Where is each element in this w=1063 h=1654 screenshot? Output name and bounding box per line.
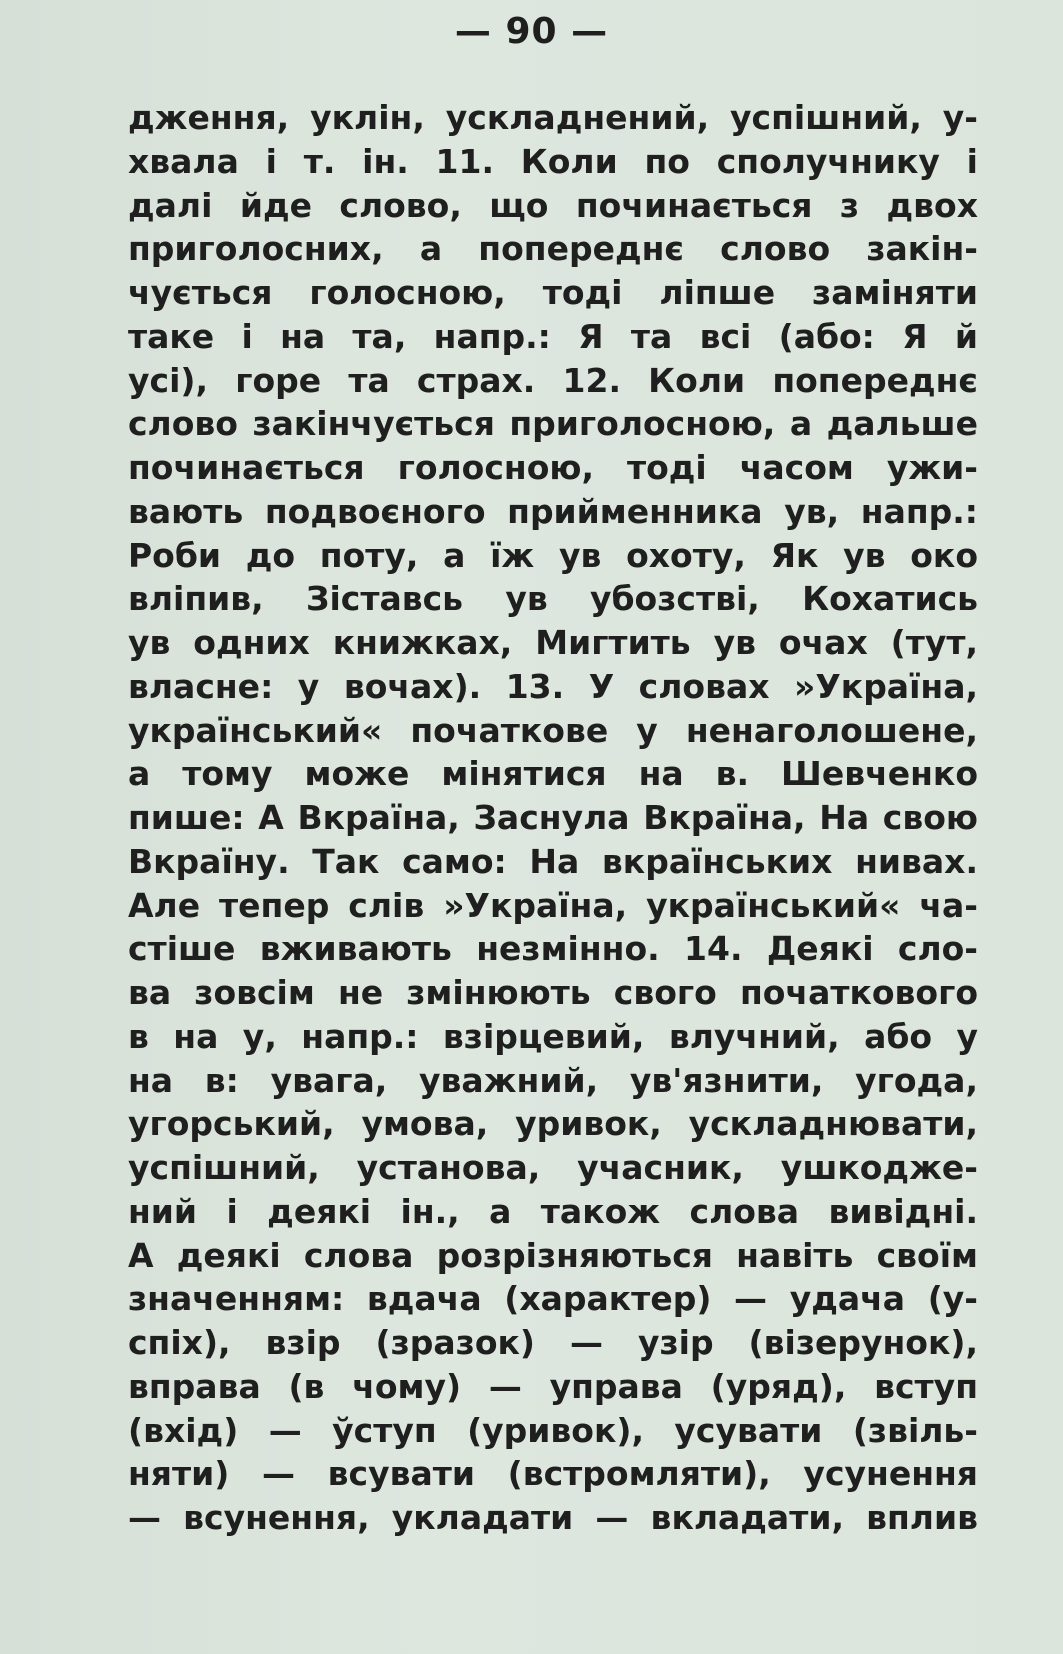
text-line: ва зовсім не змінюють свого початкового <box>128 973 978 1012</box>
text-line: значенням: вдача (характер) — удача (у- <box>128 1279 978 1319</box>
page-number: — 90 — <box>454 11 609 52</box>
text-line: пише: А Вкраїна, Заснула Вкраїна, На свою <box>128 798 978 837</box>
text-line: ув одних книжках, Мигтить ув очах (тут, <box>128 623 978 662</box>
text-line: спіх), взір (зразок) — узір (візерунок), <box>128 1323 978 1362</box>
text-line: а тому може мінятися на в. Шевченко <box>128 754 978 794</box>
text-line: слово закінчується приголосною, а дальше <box>128 404 978 444</box>
text-line: ний і деякі ін., а також слова вивідні. <box>128 1191 978 1231</box>
text-line: український« початкове у ненаголошене, <box>128 710 978 750</box>
text-line: — всунення, укладати — вкладати, вплив <box>128 1498 978 1537</box>
text-line: усі), горе та страх. 12. Коли попереднє <box>128 360 978 400</box>
text-line: далі йде слово, що починається з двох <box>128 185 978 225</box>
text-line: (вхід) — ўступ (уривок), усувати (звіль- <box>128 1410 978 1450</box>
text-line: вправа (в чому) — управа (уряд), вступ <box>128 1366 978 1406</box>
text-line: успішний, установа, учасник, ушкодже- <box>128 1148 978 1187</box>
text-line: дження, уклін, ускладнений, успішний, у- <box>128 98 978 137</box>
text-line: Але тепер слів »Україна, український« ча- <box>128 885 978 925</box>
text-line: угорський, умова, уривок, ускладнювати, <box>128 1104 978 1144</box>
text-line: А деякі слова розрізняються навіть своїм <box>128 1235 978 1275</box>
text-line: таке і на та, напр.: Я та всі (або: Я й <box>128 316 978 356</box>
text-line: Вкраїну. Так само: На вкраїнських нивах. <box>128 841 978 881</box>
text-line: Роби до поту, а їж ув охоту, Як ув око <box>128 535 978 575</box>
text-line: няти) — всувати (встромляти), усунення <box>128 1454 978 1494</box>
body-text <box>128 96 978 1540</box>
text-line: на в: увага, уважний, ув'язнити, угода, <box>128 1060 978 1100</box>
text-line: стіше вживають незмінно. 14. Деякі сло- <box>128 929 978 969</box>
text-line: хвала і т. ін. 11. Коли по сполучнику і <box>128 141 978 181</box>
text-line: вліпив, Зіставсь ув убозстві, Кохатись <box>128 579 978 619</box>
text-line: приголосних, а попереднє слово закін- <box>128 229 978 269</box>
text-line: чується голосною, тоді ліпше заміняти <box>128 273 978 312</box>
text-line: власне: у вочах). 13. У словах »Україна, <box>128 666 978 706</box>
text-line: вають подвоєного прийменника ув, напр.: <box>128 491 978 531</box>
text-line: починається голосною, тоді часом ужи- <box>128 448 978 487</box>
text-line: в на у, напр.: взірцевий, влучний, або у <box>128 1016 978 1056</box>
